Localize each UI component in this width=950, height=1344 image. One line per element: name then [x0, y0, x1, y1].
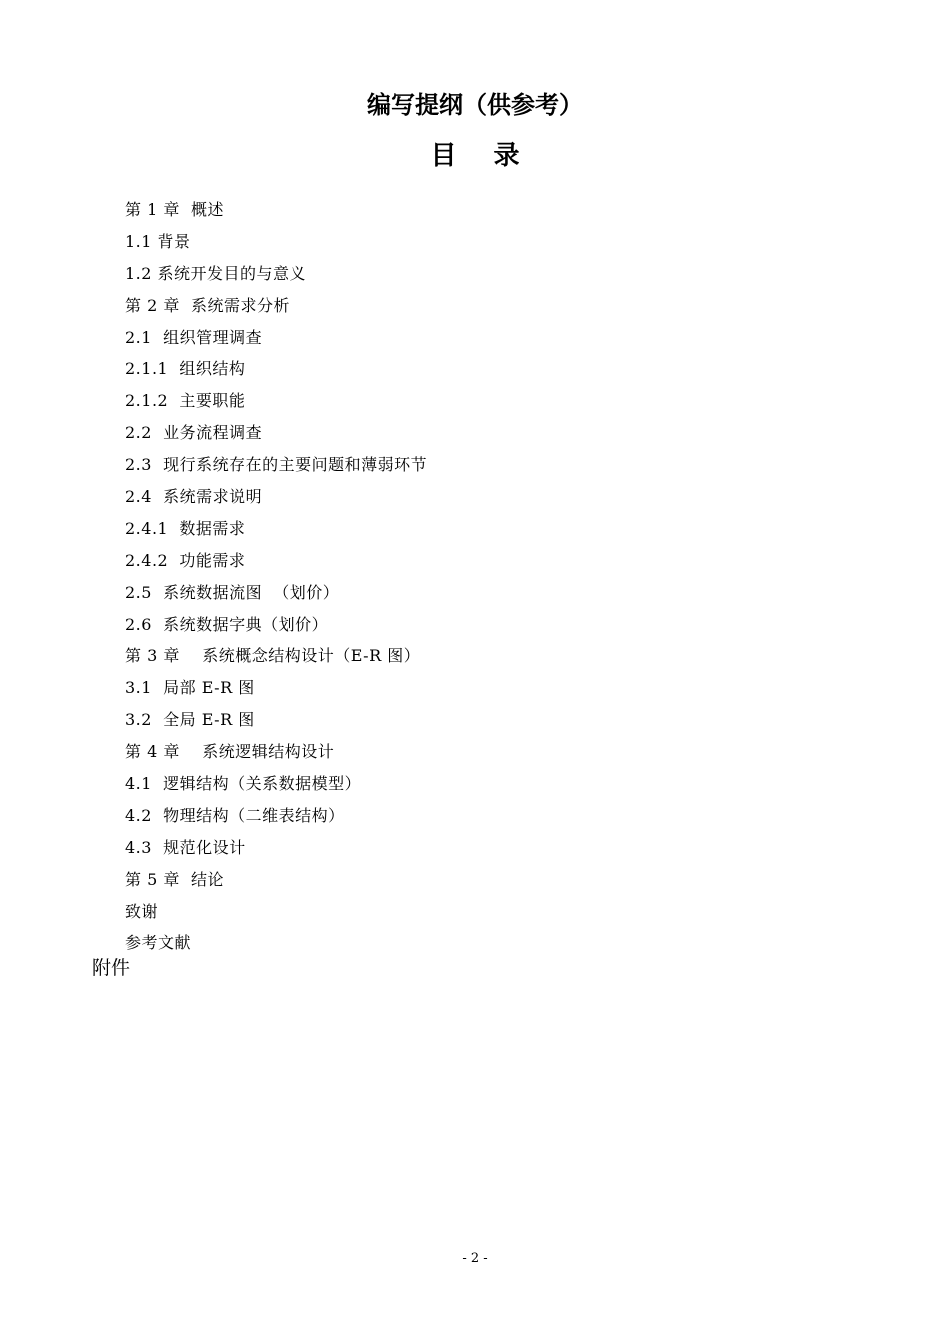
- toc-item: 3.1 局部 E-R 图: [125, 678, 255, 698]
- toc-item: 2.4.1 数据需求: [125, 518, 246, 538]
- table-of-contents: [125, 197, 427, 962]
- outline-heading: 编写提纲（供参考）: [367, 91, 583, 119]
- toc-item: 2.6 系统数据字典（划价）: [125, 614, 329, 634]
- page-number: - 2 -: [462, 1251, 488, 1266]
- toc-item: 1.2 系统开发目的与意义: [125, 263, 307, 283]
- attachment-label: 附件: [92, 957, 131, 979]
- toc-item: 3.2 全局 E-R 图: [125, 710, 255, 730]
- toc-item: 2.4 系统需求说明: [125, 487, 263, 507]
- toc-item: 2.1.1 组织结构: [125, 359, 246, 379]
- toc-item: 第 2 章 系统需求分析: [125, 295, 291, 315]
- toc-item: 2.1.2 主要职能: [125, 391, 246, 411]
- toc-item: 第 3 章 系统概念结构设计（E-R 图）: [125, 646, 421, 666]
- toc-item: 1.1 背景: [125, 231, 191, 251]
- toc-item: 第 1 章 概述: [125, 200, 225, 219]
- toc-item: 4.3 规范化设计: [125, 837, 246, 857]
- toc-item: 致谢: [125, 901, 159, 921]
- toc-item: 2.4.2 功能需求: [125, 550, 246, 570]
- toc-item: 参考文献: [125, 933, 192, 953]
- toc-title: 目 录: [430, 141, 534, 171]
- toc-item: 2.2 业务流程调查: [125, 423, 263, 443]
- toc-item: 4.1 逻辑结构（关系数据模型）: [125, 774, 362, 794]
- toc-item: 第 5 章 结论: [125, 869, 225, 889]
- toc-item: 2.3 现行系统存在的主要问题和薄弱环节: [125, 455, 428, 475]
- toc-item: 4.2 物理结构（二维表结构）: [125, 805, 345, 825]
- toc-item: 第 4 章 系统逻辑结构设计: [125, 742, 335, 762]
- toc-item: 2.5 系统数据流图 （划价）: [125, 582, 340, 602]
- toc-item: 2.1 组织管理调查: [125, 327, 263, 347]
